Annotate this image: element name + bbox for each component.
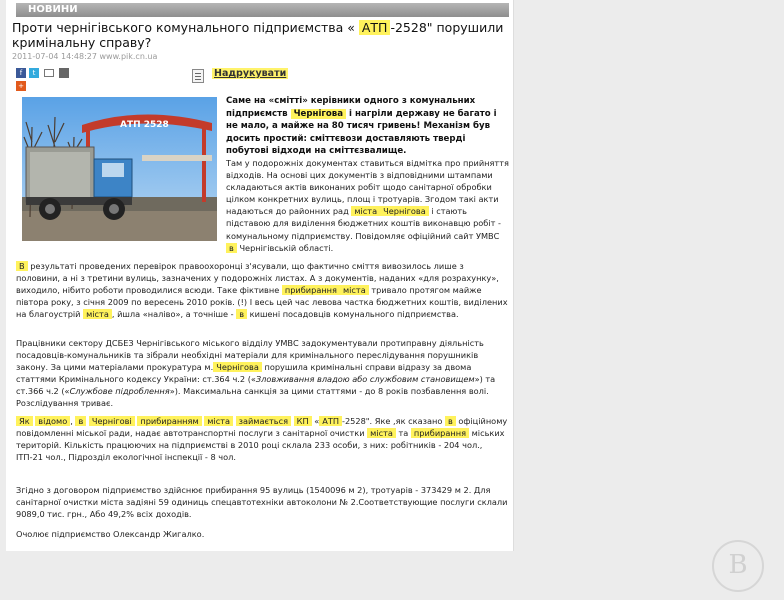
facebook-icon[interactable]: f: [16, 68, 26, 78]
title-highlight: АТП: [359, 20, 391, 35]
article-title: [12, 20, 508, 50]
paragraph-5: Згідно з договором підприємство здійснює прибирання 95 вулиць (1540096 м 2), тротуарів - 373429 м 2. Для санітарної очистки міста задіяні 59 одиниць спецавтотехніки автоколони № 2.Соответствующие послуги склали 9089,0 тис. грн., Або 49,2% всіх доходів.: [16, 485, 508, 520]
email-icon[interactable]: [44, 69, 54, 77]
title-text: Проти чернігівського комунального підприємства «: [12, 20, 355, 35]
garbage-truck-photo: [22, 97, 217, 241]
article-date-source: 2011-07-04 14:48:27 www.pik.cn.ua: [12, 52, 158, 61]
paragraph-1: Там у подорожніх документах ставиться відмітка про прийняття відходів. На основі цих документів з відповідними штампами складаються актів виконаних робіт щодо санітарної обробки цілком конкретних вулиць, площ і тротуарів. Згодом такі акти надаються до районних рад міста Чернігова і стають підставою для виділення бюджетних коштів виконавцю робіт - комунальному підприємству. Повідомляє офіційний сайт УМВС в Чернігівській області.: [226, 158, 509, 253]
article-lead: Саме на «смітті» керівники одного з комунальних підприємств Чернігова і нагріли державу не багато і не мало, а майже на 80 тисяч гривень! Механізм був досить простий: сміттєвози доставляють тверді побутові відходи на сміттєзвалище.: [226, 96, 497, 156]
print-link[interactable]: Надрукувати: [214, 68, 287, 79]
paragraph-6: Очолює підприємство Олександр Жигалко.: [16, 529, 205, 539]
paragraph-2: В результаті проведених перевірок правоохоронці з'ясували, що фактично сміття вивозилось лише з половини, а ні з третини вулиць, зазначених у подорожніх листах. А з документів, наданих «для розрахунку», виходило, нібито роботи проводилися всюди. Таке фіктивне прибирання міста тривало протягом майже півтора року, з січня 2009 по вересень 2010 років. (!) І весь цей час левова частка бюджетних коштів, виділених на благоустрій міста , йшла «наліво», а точніше - в кишені посадовців комунального підприємства.: [16, 261, 508, 320]
paragraph-4: Як відомо , в Чернігові прибиранням міста займається КП « АТП -2528". Яке ,як сказано в офіційному повідомленні міської ради, надає автотранспортні послуги з санітарної очистки міста та прибирання міських територій. Кількість працюючих на підприємстві в 2010 році склала 233 особи, з них: робітників - 204 чол., ІТП-21 чол., Підрозділ екологічної інспекції - 8 чол.: [16, 416, 508, 463]
watermark-logo: В: [712, 540, 764, 592]
photo-sign-text: АТП 2528: [120, 120, 169, 130]
article-photo: [22, 97, 217, 241]
printer-icon[interactable]: [192, 69, 204, 83]
plus-icon[interactable]: +: [16, 81, 26, 91]
title-text-end: -2528" порушили кримінальну справу?: [12, 20, 504, 50]
twitter-icon[interactable]: t: [29, 68, 39, 78]
paragraph-3: Працівники сектору ДСБЕЗ Чернігівського міського відділу УМВС задокументували протиправну діяльність посадовців-комунальників та зібрали необхідні матеріали для кримінального переслідування порушників закону. За цими матеріалами прокуратура м. Чернігова порушила кримінальні справи відразу за двома статтями Кримінального кодексу України: ст.364 ч.2 («Зловживання владою або службовим становищем») та ст.366 ч.2 («Службове підроблення»). Максимальна санкція за цими статтями - до 8 років позбавлення волі. Розслідування триває.: [16, 338, 496, 409]
article-panel: [6, 0, 514, 551]
section-header-news[interactable]: НОВИНИ: [16, 3, 509, 17]
print-small-icon[interactable]: [59, 68, 69, 78]
share-icons: [16, 68, 76, 92]
